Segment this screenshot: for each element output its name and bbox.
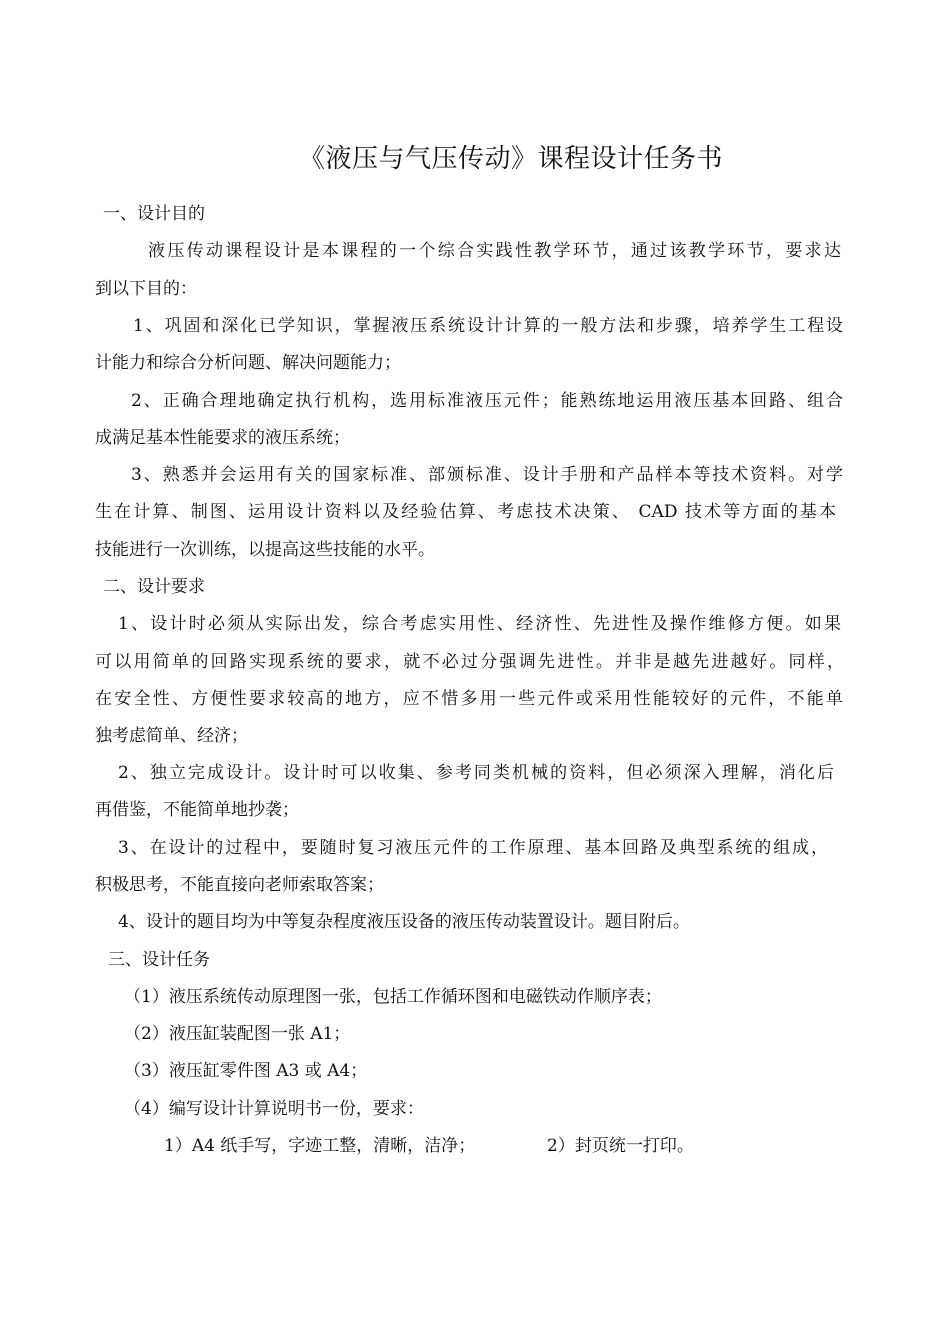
section1-item2-line1: 2、正确合理地确定执行机构，选用标准液压元件；能熟练地运用液压基本回路、组合 (131, 391, 843, 411)
section1-item2-line2: 成满足基本性能要求的液压系统； (95, 428, 350, 448)
section1-item3-line3: 技能进行一次训练，以提高这些技能的水平。 (95, 540, 435, 560)
section1-item1-line2: 计能力和综合分析问题、解决问题能力； (95, 353, 401, 373)
section3-task3: （3）液压缸零件图 A3 或 A4； (124, 1061, 368, 1081)
section2-item3-line2: 积极思考，不能直接向老师索取答案； (95, 875, 384, 895)
section2-item1-line2: 可以用简单的回路实现系统的要求，就不必过分强调先进性。并非是越先进越好。同样， (95, 652, 844, 672)
section2-item4-line1: 4、设计的题目均为中等复杂程度液压设备的液压传动装置设计。题目附后。 (118, 912, 690, 932)
section2-item3-line1: 3、在设计的过程中，要随时复习液压元件的工作原理、基本回路及典型系统的组成， (118, 838, 828, 858)
section3-task4: （4）编写设计计算说明书一份，要求： (124, 1099, 424, 1119)
section2-item1-line3: 在安全性、方便性要求较高的地方，应不惜多用一些元件或采用性能较好的元件，不能单 (95, 689, 843, 709)
section3-task1: （1）液压系统传动原理图一张，包括工作循环图和电磁铁动作顺序表； (124, 987, 662, 1007)
section2-item1-line1: 1、设计时必须从实际出发，综合考虑实用性、经济性、先进性及操作维修方便。如果 (118, 614, 841, 634)
section1-intro-line1: 液压传动课程设计是本课程的一个综合实践性教学环节，通过该教学环节，要求达 (148, 241, 841, 261)
section1-item3-line1: 3、熟悉并会运用有关的国家标准、部颁标准、设计手册和产品样本等技术资料。对学 (131, 465, 843, 485)
section2-item2-line1: 2、独立完成设计。设计时可以收集、参考同类机械的资料，但必须深入理解，消化后 (118, 763, 834, 783)
section2-item1-line4: 独考虑简单、经济； (95, 726, 248, 746)
section1-item1-line1: 1、巩固和深化已学知识，掌握液压系统设计计算的一般方法和步骤，培养学生工程设 (133, 316, 843, 336)
section3-heading: 三、设计任务 (108, 950, 210, 970)
section2-item2-line2: 再借鉴，不能简单地抄袭； (95, 800, 299, 820)
document-title: 《液压与气压传动》课程设计任务书 (298, 144, 723, 174)
section1-item3-line2: 生在计算、制图、运用设计资料以及经验估算、考虑技术决策、 CAD 技术等方面的基本 (95, 502, 836, 522)
section3-requirement-1: 1）A4 纸手写，字迹工整，清晰，洁净； (164, 1136, 476, 1156)
section3-requirement-2: 2）封页统一打印。 (547, 1136, 694, 1156)
section3-task2: （2）液压缸装配图一张 A1； (124, 1024, 351, 1044)
section1-heading: 一、设计目的 (103, 204, 205, 224)
section1-intro-line2: 到以下目的： (95, 279, 197, 299)
section2-heading: 二、设计要求 (103, 577, 205, 597)
